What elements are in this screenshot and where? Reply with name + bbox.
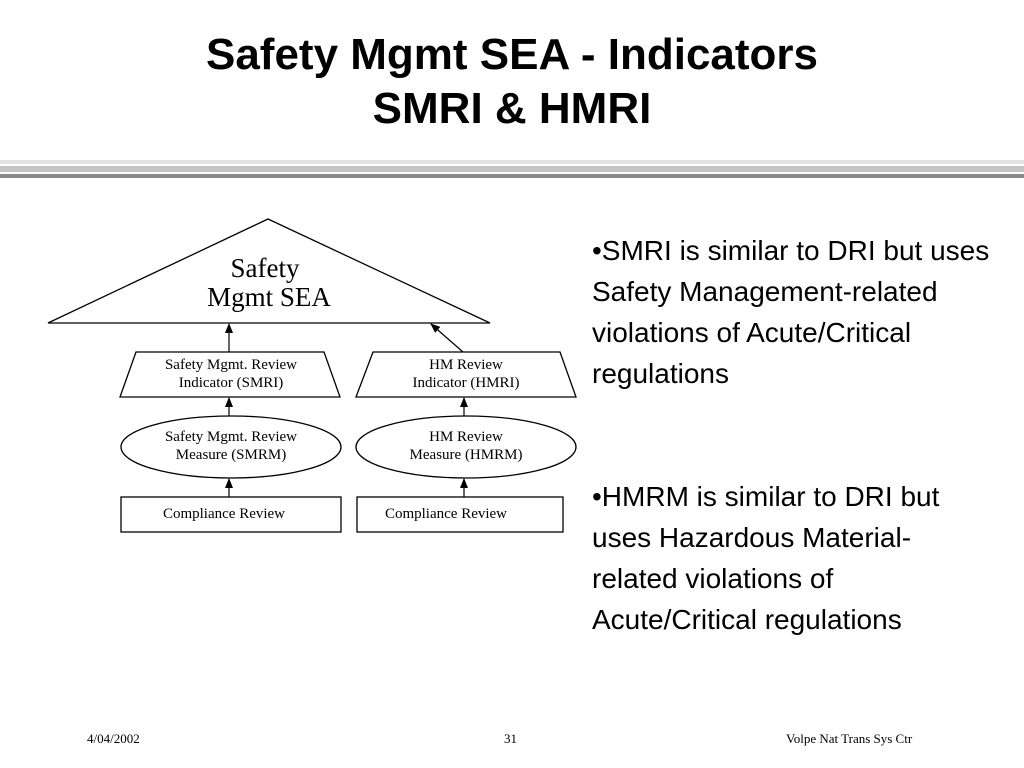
hmrm-label-line-1: HM Review	[429, 429, 503, 445]
apex-label-line-1: Safety	[230, 253, 300, 283]
compliance-review-label-right: Compliance Review	[384, 506, 508, 522]
footer-organization: Volpe Nat Trans Sys Ctr	[786, 731, 913, 746]
title-line-2: SMRI & HMRI	[372, 84, 652, 133]
smri-label-line-2: Indicator (SMRI)	[178, 375, 284, 391]
bullet-hmrm: •HMRM is similar to DRI but uses Hazardous Material-related violations of Acute/Critical regulations	[592, 481, 940, 635]
smrm-label-line-2: Measure (SMRM)	[175, 447, 287, 463]
bullet-list	[592, 230, 992, 640]
hmrm-label-line-2: Measure (HMRM)	[409, 447, 523, 463]
footer-date: 4/04/2002	[87, 731, 140, 746]
hmri-label-line-2: Indicator (HMRI)	[412, 375, 520, 391]
smri-label-line-1: Safety Mgmt. Review	[164, 357, 298, 373]
apex-label-line-2: Mgmt SEA	[207, 282, 331, 312]
compliance-review-label-left: Compliance Review	[162, 506, 286, 522]
hmri-label-line-1: HM Review	[429, 357, 503, 373]
title-line-1: Safety Mgmt SEA - Indicators	[205, 30, 819, 79]
footer-page-number: 31	[504, 731, 517, 746]
smrm-label-line-1: Safety Mgmt. Review	[164, 429, 298, 445]
arrow-hmri-to-sea	[431, 324, 463, 352]
bullet-smri: •SMRI is similar to DRI but uses Safety Management-related violations of Acute/Critical regulations	[592, 235, 990, 389]
